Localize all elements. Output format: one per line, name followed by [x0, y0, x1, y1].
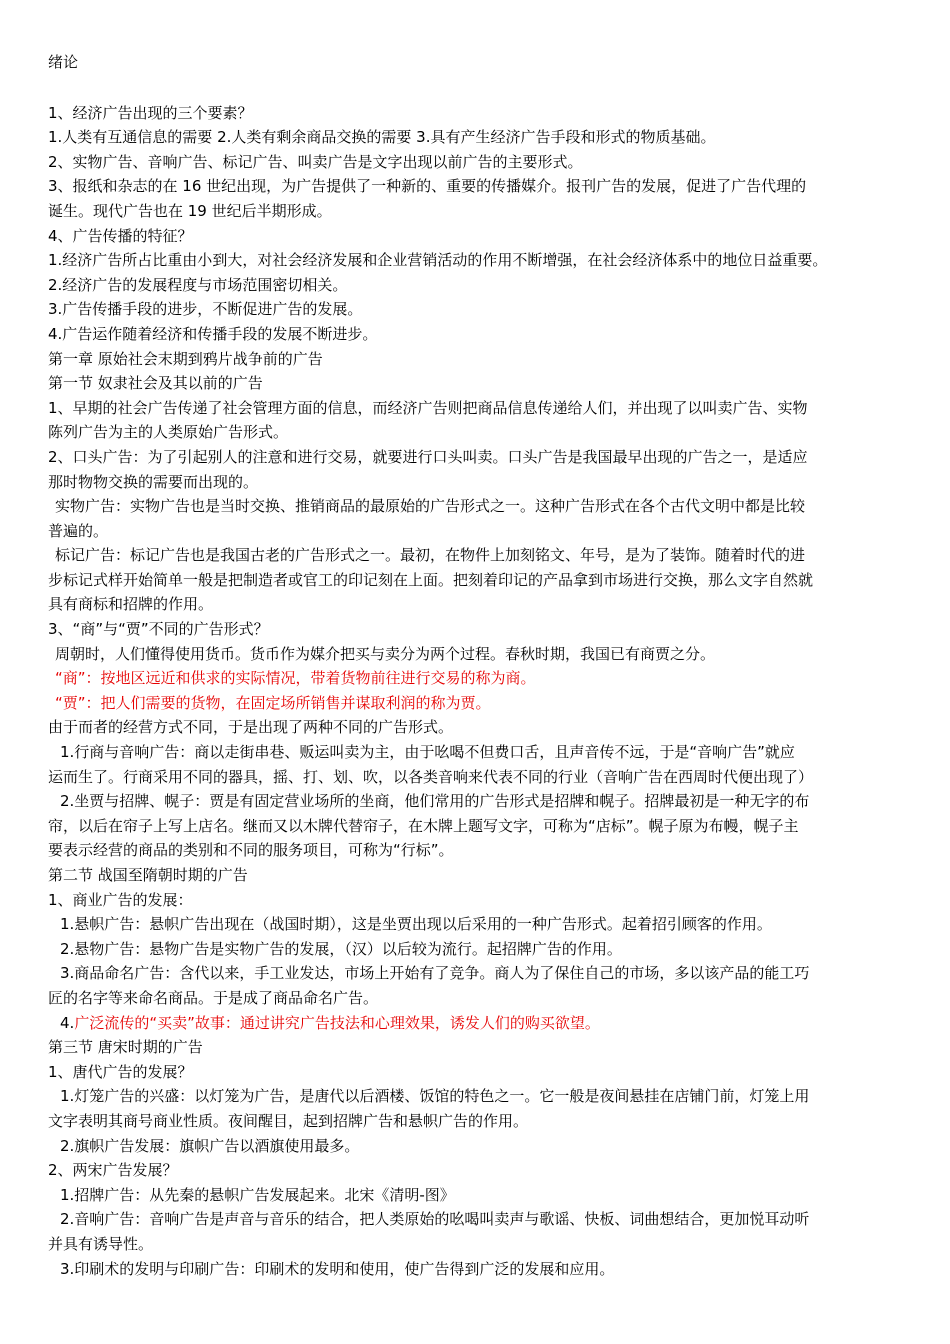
text-line: 2、口头广告：为了引起别人的注意和进行交易，就要进行口头叫卖。口头广告是我国最早出现的广告之一，是适应	[48, 447, 808, 466]
text-line: 运而生了。行商采用不同的器具，摇、打、划、吹，以各类音响来代表不同的行业（音响广告在西周时代便出现了）	[48, 767, 814, 786]
text-line: 2、实物广告、音响广告、标记广告、叫卖广告是文字出现以前广告的主要形式。	[48, 152, 583, 171]
text-line: 1、经济广告出现的三个要素？	[48, 103, 253, 122]
text-line: 1、商业广告的发展：	[48, 890, 193, 909]
text-line: 那时物物交换的需要而出现的。	[48, 472, 259, 491]
text-line: 第二节 战国至隋朝时期的广告	[48, 866, 248, 884]
text-line: 4、广告传播的特征？	[48, 226, 193, 245]
text-line: 2.经济广告的发展程度与市场范围密切相关。	[48, 275, 348, 294]
text-line: 2.悬物广告：悬物广告是实物广告的发展，（汉）以后较为流行。起招牌广告的作用。	[60, 939, 622, 958]
text-line: 1、唐代广告的发展？	[48, 1062, 193, 1081]
text-line: 2.音响广告：音响广告是声音与音乐的结合，把人类原始的吆喝叫卖声与歌谣、快板、词曲想结合，更加悦耳动听	[60, 1210, 810, 1229]
text-line: 由于而者的经营方式不同，于是出现了两种不同的广告形式。	[48, 718, 454, 737]
highlighted-text: 广泛流传的“买卖”故事：通过讲究广告技法和心理效果，诱发人们的购买欲望。	[74, 1013, 600, 1032]
text-line: 3、报纸和杂志的在 16 世纪出现，为广告提供了一种新的、重要的传播媒介。报刊广告的发展，促进了广告代理的	[48, 177, 807, 196]
text-line: 3.商品命名广告：含代以来，手工业发达，市场上开始有了竞争。商人为了保住自己的市场，多以该产品的能工巧	[60, 964, 810, 983]
text-line: 第一节 奴隶社会及其以前的广告	[48, 374, 263, 393]
text-line: 步标记式样开始简单一般是把制造者或官工的印记刻在上面。把刻着印记的产品拿到市场进行交换，那么文字自然就	[48, 570, 814, 589]
text-line: 诞生。现代广告也在 19 世纪后半期形成。	[48, 201, 332, 220]
text-line: 3.印刷术的发明与印刷广告：印刷术的发明和使用，使广告得到广泛的发展和应用。	[60, 1259, 615, 1278]
text-line: 并具有诱导性。	[48, 1234, 154, 1253]
text-line: 匠的名字等来命名商品。于是成了商品命名广告。	[48, 988, 379, 1007]
document-title: 绪论	[48, 53, 79, 71]
text-line: 第一章 原始社会末期到鸦片战争前的广告	[48, 349, 323, 368]
text-line: 3、“商”与“贾”不同的广告形式？	[48, 620, 269, 639]
text-line: 陈列广告为主的人类原始广告形式。	[48, 423, 289, 442]
text-line	[48, 1011, 910, 1036]
text-line: 1.悬帜广告：悬帜广告出现在（战国时期），这是坐贾出现以后采用的一种广告形式。起着招引顾客的作用。	[60, 915, 772, 934]
text-line: 4.广告运作随着经济和传播手段的发展不断进步。	[48, 324, 378, 343]
text-line: 1.灯笼广告的兴盛：以灯笼为广告，是唐代以后酒楼、饭馆的特色之一。它一般是夜间悬挂在店铺门前，灯笼上用	[60, 1087, 810, 1106]
text-line: 周朝时，人们懂得使用货币。货币作为媒介把买与卖分为两个过程。春秋时期，我国已有商贾之分。	[55, 644, 716, 663]
text-line: 2.坐贾与招牌、幌子：贾是有固定营业场所的坐商，他们常用的广告形式是招牌和幌子。招牌最初是一种无字的布	[60, 792, 810, 811]
text-line: 实物广告：实物广告也是当时交换、推销商品的最原始的广告形式之一。这种广告形式在各个古代文明中都是比较	[55, 497, 806, 516]
text-line: “商”：按地区远近和供求的实际情况，带着货物前往进行交易的称为商。	[55, 669, 536, 688]
blank-line	[48, 75, 910, 101]
text-line: 2、两宋广告发展？	[48, 1161, 178, 1180]
text-line: 1.人类有互通信息的需要 2.人类有剩余商品交换的需要 3.具有产生经济广告手段和形式的物质基础。	[48, 128, 716, 147]
text-line: 标记广告：标记广告也是我国古老的广告形式之一。最初，在物件上加刻铭文、年号，是为了装饰。随着时代的进	[55, 546, 806, 565]
text-line: 2.旗帜广告发展：旗帜广告以酒旗使用最多。	[60, 1136, 360, 1155]
text-line: 具有商标和招牌的作用。	[48, 595, 214, 614]
text-line: 1.经济广告所占比重由小到大，对社会经济发展和企业营销活动的作用不断增强，在社会经济体系中的地位日益重要。	[48, 251, 828, 270]
text-line: 1、早期的社会广告传递了社会管理方面的信息，而经济广告则把商品信息传递给人们，并出现了以叫卖广告、实物	[48, 398, 808, 417]
document-body	[48, 101, 910, 1282]
text-line-prefix: 4.	[60, 1013, 75, 1032]
text-line: 帘，以后在帘子上写上店名。继而又以木牌代替帘子，在木牌上题写文字，可称为“店标”。幌子原为布幔，幌子主	[48, 816, 799, 835]
text-line: 第三节 唐宋时期的广告	[48, 1038, 203, 1057]
text-line: 文字表明其商号商业性质。夜间醒目，起到招牌广告和悬帜广告的作用。	[48, 1111, 529, 1130]
text-line: 1.行商与音响广告：商以走街串巷、贩运叫卖为主，由于吆喝不但费口舌，且声音传不远，于是“音响广告”就应	[60, 743, 795, 762]
text-line: 普遍的。	[48, 521, 109, 540]
text-line: 要表示经营的商品的类别和不同的服务项目，可称为“行标”。	[48, 841, 454, 860]
text-line: 3.广告传播手段的进步，不断促进广告的发展。	[48, 300, 363, 319]
text-line: 1.招牌广告：从先秦的悬帜广告发展起来。北宋《清明-图》	[60, 1185, 455, 1204]
text-line: “贾”：把人们需要的货物，在固定场所销售并谋取利润的称为贾。	[55, 693, 491, 712]
